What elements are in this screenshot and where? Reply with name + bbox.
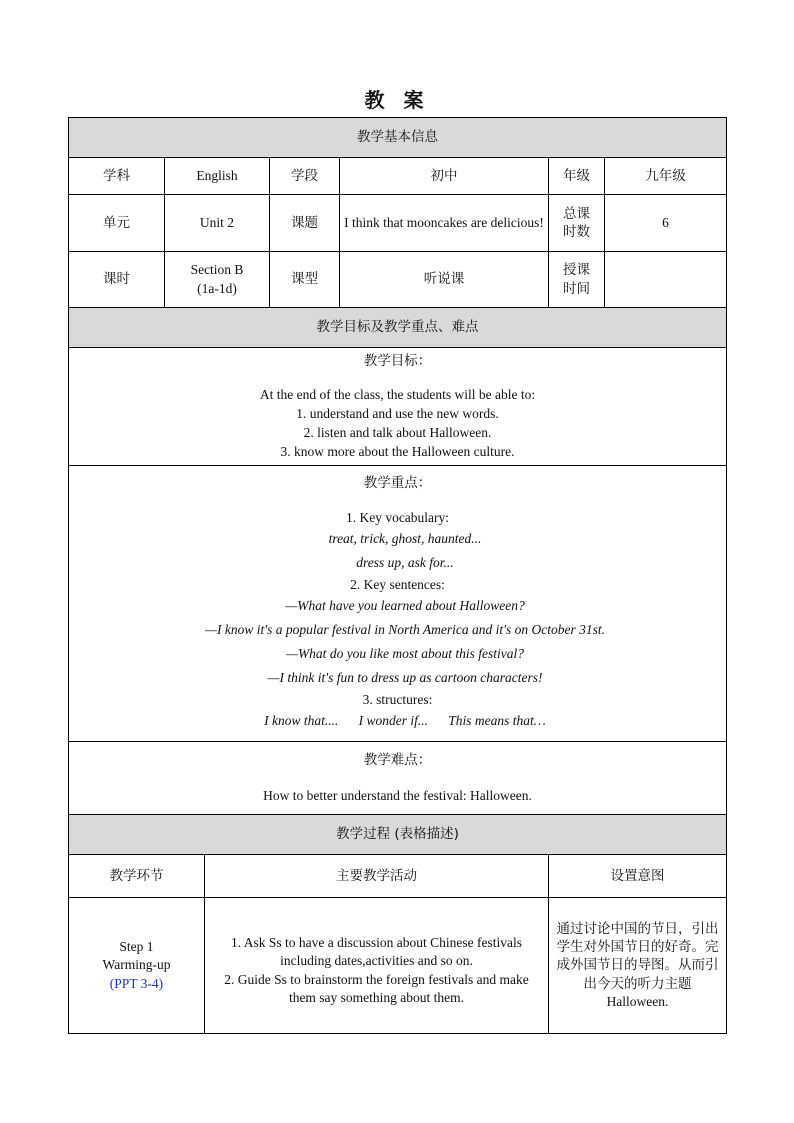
total-hours-label-line1: 总课 — [563, 205, 590, 222]
lesson-plan-table — [68, 117, 727, 1034]
grade-value: 九年级 — [605, 158, 727, 195]
key-points-cell — [69, 466, 727, 742]
topic-value: I think that mooncakes are delicious! — [340, 195, 549, 252]
total-hours-value: 6 — [605, 195, 727, 252]
key-vocab-line: treat, trick, ghost, haunted... — [328, 531, 482, 547]
subject-label: 学科 — [69, 158, 165, 195]
period-value-line1: Section B — [190, 262, 244, 278]
process-col-stage: 教学环节 — [69, 855, 205, 898]
process-col-activity: 主要教学活动 — [205, 855, 549, 898]
activity-item: 1. Ask Ss to have a discussion about Chinese festivals including dates,activities and so on. — [231, 935, 522, 969]
document-title: 教 案 — [364, 88, 430, 112]
key-sentence: —What do you like most about this festival? — [285, 646, 525, 662]
time-label-line2: 时间 — [563, 280, 590, 297]
goal-item: 1. understand and use the new words. — [296, 405, 499, 421]
subject-value: English — [165, 158, 270, 195]
structures-line: I know that.... I wonder if... This means that… — [264, 713, 546, 729]
key-vocab-label: 1. Key vocabulary: — [345, 510, 450, 526]
stage-label: 学段 — [270, 158, 340, 195]
unit-value: Unit 2 — [165, 195, 270, 252]
time-label — [549, 252, 605, 308]
topic-label: 课题 — [270, 195, 340, 252]
intent-text: 通过讨论中国的节日，引出学生对外国节日的好奇。完成外国节日的导图。从而引出今天的听力主题 — [556, 920, 719, 992]
step-ppt-ref: (PPT 3-4) — [109, 975, 164, 991]
key-sentence: —I think it's fun to dress up as cartoon characters! — [267, 670, 543, 686]
type-label: 课型 — [270, 252, 340, 308]
teaching-goals-cell — [69, 348, 727, 466]
period-value-line2: (1a-1d) — [197, 280, 237, 296]
total-hours-label — [549, 195, 605, 252]
teaching-goals-title: 教学目标： — [363, 353, 432, 370]
process-col-intent: 设置意图 — [549, 855, 727, 898]
total-hours-label-line2: 时数 — [563, 224, 590, 240]
goal-item: 3. know more about the Halloween culture. — [280, 443, 515, 459]
period-value — [165, 252, 270, 308]
unit-label: 单元 — [69, 195, 165, 252]
objectives-header: 教学目标及教学重点、难点 — [69, 308, 727, 348]
step-activities-cell — [205, 898, 549, 1034]
activity-item: 2. Guide Ss to brainstorm the foreign festivals and make them say something about them. — [224, 971, 529, 1005]
difficult-points-cell — [69, 742, 727, 815]
step-intent-cell — [549, 898, 727, 1034]
goal-item: 2. listen and talk about Halloween. — [303, 424, 492, 440]
key-sentence: —What have you learned about Halloween? — [285, 598, 525, 614]
step-name: Step 1 — [119, 939, 154, 955]
type-value: 听说课 — [340, 252, 549, 308]
key-sentences-label: 2. Key sentences: — [350, 577, 445, 593]
difficult-points-title: 教学难点： — [363, 752, 432, 769]
structures-label: 3. structures: — [362, 692, 433, 708]
time-value — [605, 252, 727, 308]
key-vocab-line: dress up, ask for... — [356, 555, 454, 571]
step-name-cell — [69, 898, 205, 1034]
intent-text-end: Halloween. — [606, 993, 669, 1009]
teaching-goals-intro: At the end of the class, the students will be able to: — [259, 386, 536, 402]
stage-value: 初中 — [340, 158, 549, 195]
period-label: 课时 — [69, 252, 165, 308]
basic-info-header: 教学基本信息 — [69, 118, 727, 158]
difficult-points-text: How to better understand the festival: Halloween. — [263, 787, 532, 803]
key-sentence: —I know it's a popular festival in North America and it's on October 31st. — [204, 622, 606, 638]
step-subtitle: Warming-up — [102, 957, 171, 973]
key-points-title: 教学重点： — [363, 474, 432, 491]
grade-label: 年级 — [549, 158, 605, 195]
time-label-line1: 授课 — [563, 262, 590, 279]
process-header: 教学过程 (表格描述) — [69, 815, 727, 855]
